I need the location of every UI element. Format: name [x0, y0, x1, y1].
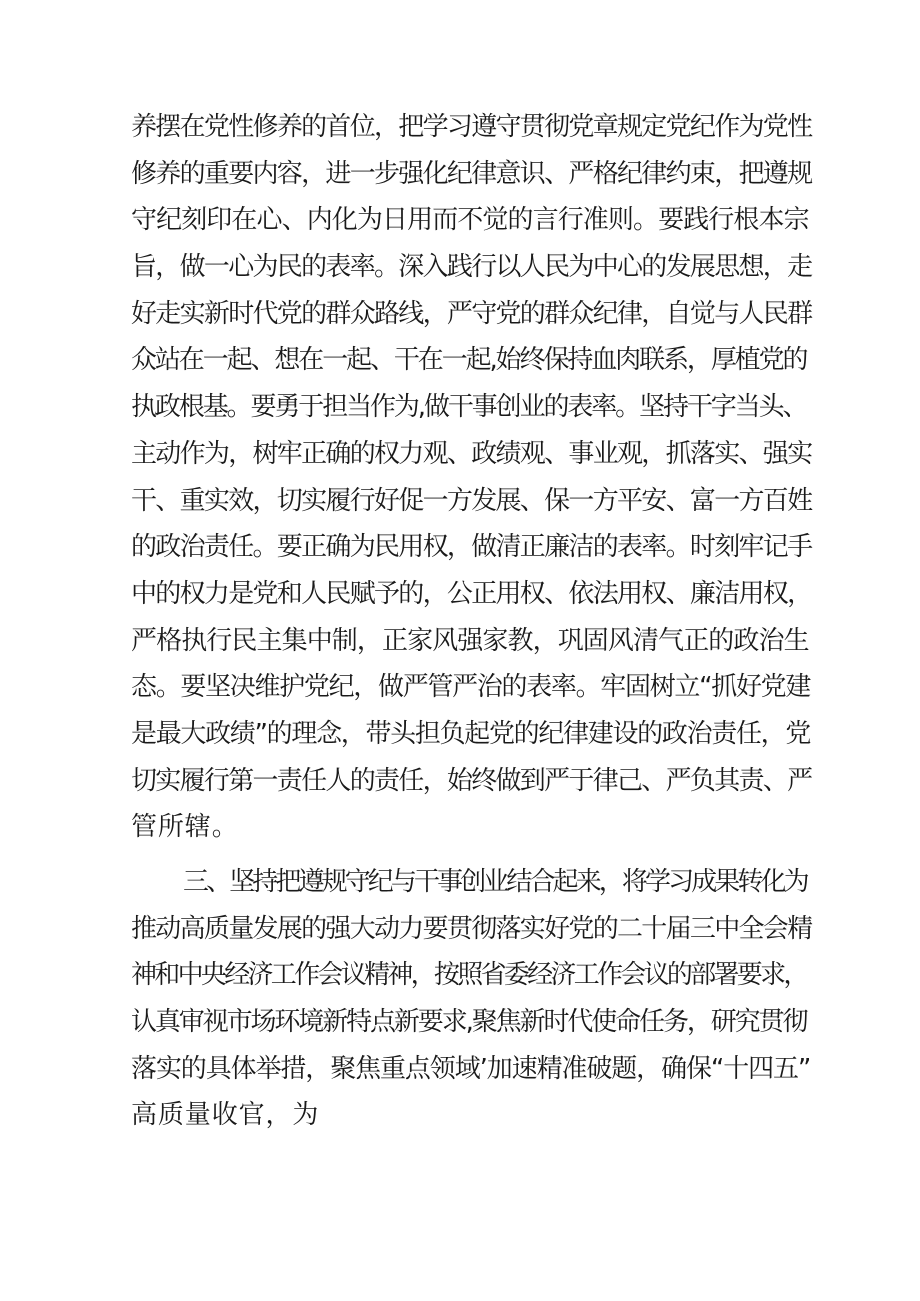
- paragraph-gap: [131, 851, 811, 859]
- text-line: 修养的重要内容，进一步强化纪律意识、严格纪律约束，把遵规: [131, 158, 812, 189]
- text-line: 众站在一起、想在一起、干在一起,始终保持血肉联系，厚植党的: [131, 345, 807, 376]
- text-line: 严格执行民主集中制，正家风强家教，巩固风清气正的政治生: [131, 625, 809, 656]
- text-line: 中的权力是党和人民赋予的，公正用权、依法用权、廉洁用权，: [131, 578, 812, 609]
- text-line: 高质量收官，为: [131, 1100, 320, 1131]
- text-line: 是最大政绩”的理念，带头担负起党的纪律建设的政治责任，党: [131, 718, 811, 749]
- document-body: [131, 104, 811, 1139]
- text-line: 切实履行第一责任人的责任，始终做到严于律己、严负其责、严: [131, 765, 812, 796]
- text-line: 干、重实效，切实履行好促一方发展、保一方平安、富一方百姓: [131, 485, 812, 516]
- text-line: 认真审视市场环境新特点新要求,聚焦新时代使命任务，研究贯彻: [131, 1007, 807, 1038]
- text-line: 落实的具体举措，聚焦重点领域’加速精准破题，确保“十四五”: [131, 1053, 811, 1084]
- text-line: 好走实新时代党的群众路线，严守党的群众纪律，自觉与人民群: [131, 298, 812, 329]
- text-line: 推动高质量发展的强大动力要贯彻落实好党的二十届三中全会精: [131, 913, 812, 944]
- text-line: 旨，做一心为民的表率。深入践行以人民为中心的发展思想，走: [131, 252, 812, 283]
- paragraph-2: [131, 859, 811, 1139]
- text-line: 主动作为，树牢正确的权力观、政绩观、事业观，抓落实、强实: [131, 438, 812, 469]
- text-line: 守纪刻印在心、内化为日用而不觉的言行准则。要践行根本宗: [131, 205, 809, 236]
- text-line: 执政根基。要勇于担当作为,做干事创业的表率。坚持干字当头、: [131, 392, 807, 423]
- text-line: 的政治责任。要正确为民用权，做清正廉洁的表率。时刻牢记手: [131, 532, 812, 563]
- text-line: 管所辖。: [131, 812, 239, 843]
- text-line: 神和中央经济工作会议精神，按照省委经济工作会议的部署要求，: [131, 960, 807, 991]
- text-line: 三、坚持把遵规守纪与干事创业结合起来，将学习成果转化为: [183, 867, 807, 897]
- paragraph-1: [131, 104, 811, 851]
- text-line: 养摆在党性修养的首位，把学习遵守贯彻党章规定党纪作为党性: [131, 112, 812, 142]
- text-line: 态。要坚决维护党纪，做严管严治的表率。牢固树立“抓好党建: [131, 672, 811, 703]
